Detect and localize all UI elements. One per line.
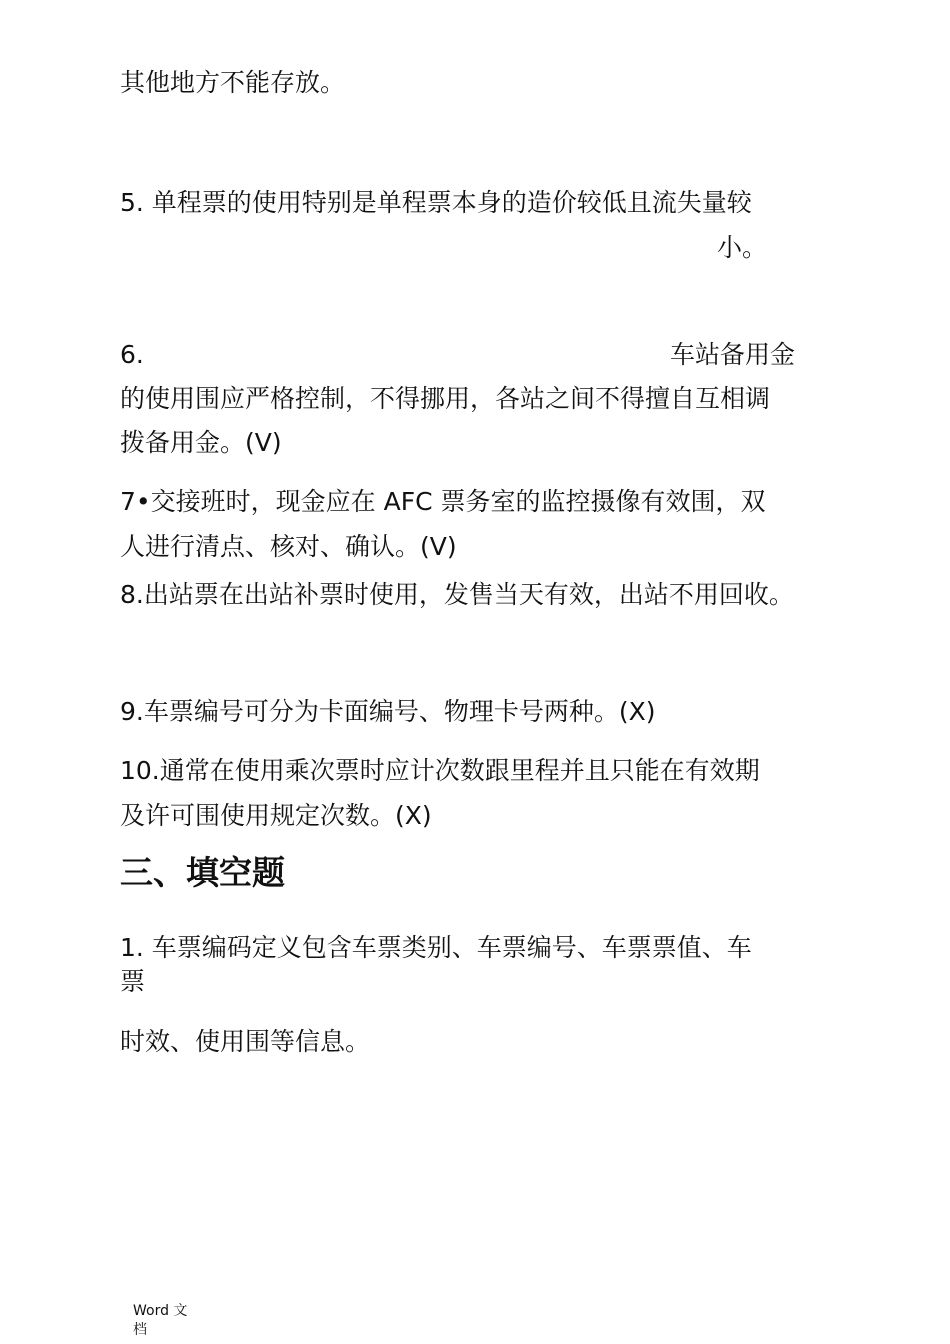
question-7-continuation: 人进行清点、核对、确认。(V)	[120, 532, 457, 561]
question-8-line: 8.出站票在出站补票时使用，发售当天有效，出站不用回收。	[120, 580, 794, 609]
question-6-line: 车站备用金	[670, 340, 796, 369]
fill-question-1-continuation: 时效、使用围等信息。	[120, 1027, 371, 1056]
question-10-line: 10.通常在使用乘次票时应计次数跟里程并且只能在有效期	[120, 756, 760, 785]
text-line: 其他地方不能存放。	[120, 68, 346, 97]
fill-question-1-continuation: 票	[120, 967, 146, 996]
section-heading: 三、填空题	[120, 853, 285, 892]
fill-question-1-line: 1. 车票编码定义包含车票类别、车票编号、车票票值、车	[120, 933, 752, 962]
question-6-continuation: 拨备用金。(V)	[120, 428, 282, 457]
question-5-line: 5. 单程票的使用特别是单程票本身的造价较低且流失量较	[120, 188, 752, 217]
question-5-continuation: 小。	[717, 233, 768, 262]
footer-label: Word 文	[133, 1303, 188, 1319]
question-6-continuation: 的使用围应严格控制，不得挪用，各站之间不得擅自互相调	[120, 384, 771, 413]
question-9-line: 9.车票编号可分为卡面编号、物理卡号两种。(X)	[120, 697, 656, 726]
question-6-number: 6.	[120, 340, 144, 369]
question-10-continuation: 及许可围使用规定次数。(X)	[120, 801, 432, 830]
question-7-line: 7•交接班时，现金应在 AFC 票务室的监控摄像有效围，双	[120, 487, 766, 516]
footer-label-continuation: 档	[133, 1322, 147, 1338]
